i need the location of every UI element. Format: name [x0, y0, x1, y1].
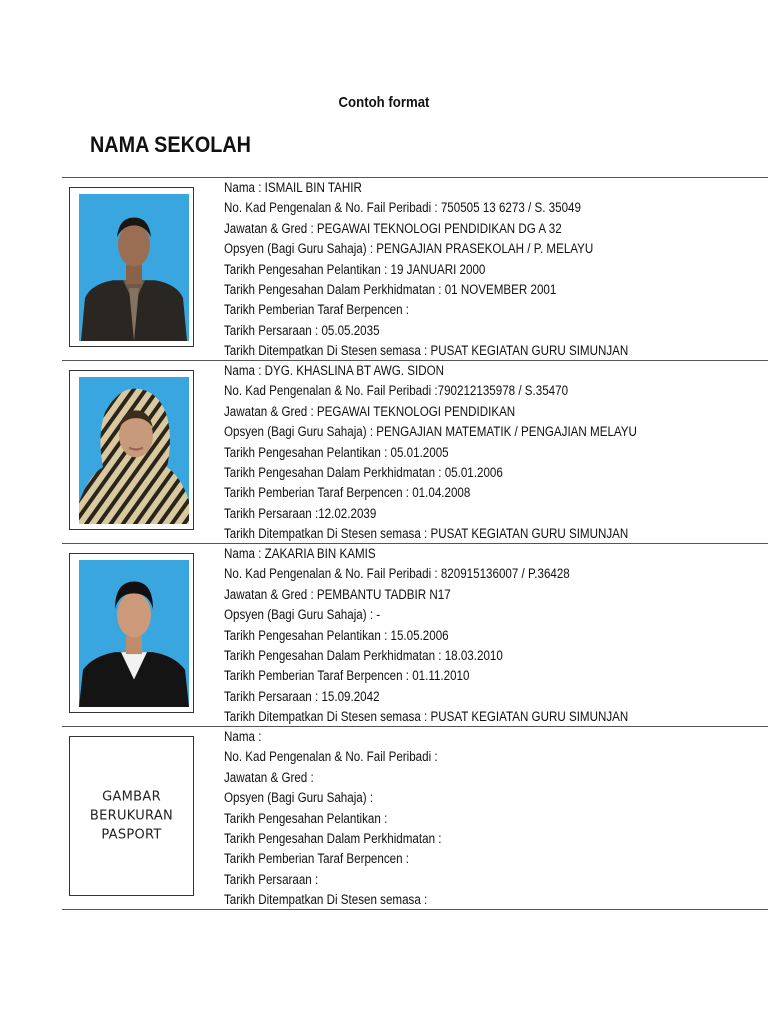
field-nama: Nama : ZAKARIA BIN KAMIS: [224, 546, 376, 561]
staff-photo-2: [79, 377, 189, 524]
field-nama: Nama : DYG. KHASLINA BT AWG. SIDON: [224, 363, 445, 378]
staff-record-blank: [62, 727, 768, 910]
photo-frame: [69, 370, 194, 530]
record-fields: [224, 361, 704, 545]
field-pengesahan-pelantikan: Tarikh Pengesahan Pelantikan : 05.01.2005: [224, 444, 449, 460]
portrait-woman-headscarf: [79, 377, 189, 524]
field-pengesahan-perkhidmatan: Tarikh Pengesahan Dalam Perkhidmatan : 18.03.2010: [224, 647, 503, 663]
field-kad-pengenalan: No. Kad Pengenalan & No. Fail Peribadi :790212135978 / S.35470: [224, 383, 569, 399]
field-stesen-semasa: Tarikh Ditempatkan Di Stesen semasa : PUSAT KEGIATAN GURU SIMUNJAN: [224, 343, 629, 359]
record-fields: [224, 544, 694, 728]
placeholder-line: PASPORT: [101, 827, 162, 843]
field-kad-pengenalan: No. Kad Pengenalan & No. Fail Peribadi : 750505 13 6273 / S. 35049: [224, 200, 581, 216]
field-nama: Nama :: [224, 729, 262, 744]
record-fields: [224, 178, 694, 362]
placeholder-line: BERUKURAN: [89, 808, 174, 824]
field-persaraan: Tarikh Persaraan :12.02.2039: [224, 505, 377, 521]
field-pengesahan-pelantikan: Tarikh Pengesahan Pelantikan : 15.05.2006: [224, 627, 449, 643]
field-pengesahan-pelantikan: Tarikh Pengesahan Pelantikan :: [224, 810, 388, 826]
portrait-man-dark-jacket: [79, 194, 189, 341]
photo-placeholder-frame: [69, 736, 194, 896]
field-stesen-semasa: Tarikh Ditempatkan Di Stesen semasa : PUSAT KEGIATAN GURU SIMUNJAN: [224, 526, 629, 542]
field-pengesahan-perkhidmatan: Tarikh Pengesahan Dalam Perkhidmatan :: [224, 830, 442, 846]
field-pengesahan-perkhidmatan: Tarikh Pengesahan Dalam Perkhidmatan : 01 NOVEMBER 2001: [224, 281, 557, 297]
field-persaraan: Tarikh Persaraan : 05.05.2035: [224, 322, 380, 338]
field-jawatan-gred: Jawatan & Gred :: [224, 769, 314, 785]
field-pengesahan-pelantikan: Tarikh Pengesahan Pelantikan : 19 JANUARI 2000: [224, 261, 486, 277]
field-opsyen: Opsyen (Bagi Guru Sahaja) : PENGAJIAN PRASEKOLAH / P. MELAYU: [224, 241, 594, 257]
photo-placeholder: [70, 788, 193, 845]
field-pengesahan-perkhidmatan: Tarikh Pengesahan Dalam Perkhidmatan : 05.01.2006: [224, 464, 503, 480]
field-jawatan-gred: Jawatan & Gred : PEGAWAI TEKNOLOGI PENDIDIKAN: [224, 403, 516, 419]
field-persaraan: Tarikh Persaraan :: [224, 871, 319, 887]
staff-photo-1: [79, 194, 189, 341]
field-persaraan: Tarikh Persaraan : 15.09.2042: [224, 688, 380, 704]
field-opsyen: Opsyen (Bagi Guru Sahaja) : -: [224, 607, 381, 623]
field-taraf-berpencen: Tarikh Pemberian Taraf Berpencen : 01.11.2010: [224, 668, 470, 684]
field-jawatan-gred: Jawatan & Gred : PEGAWAI TEKNOLOGI PENDIDIKAN DG A 32: [224, 220, 562, 236]
field-taraf-berpencen: Tarikh Pemberian Taraf Berpencen :: [224, 851, 410, 867]
photo-frame: [69, 553, 194, 713]
document-title: Contoh format: [338, 94, 430, 111]
staff-record: [62, 361, 768, 544]
field-nama: Nama : ISMAIL BIN TAHIR: [224, 180, 362, 195]
placeholder-line: GAMBAR: [102, 789, 161, 805]
portrait-man-black-jacket: [79, 560, 189, 707]
field-opsyen: Opsyen (Bagi Guru Sahaja) : PENGAJIAN MATEMATIK / PENGAJIAN MELAYU: [224, 424, 637, 440]
staff-record: [62, 178, 768, 361]
field-stesen-semasa: Tarikh Ditempatkan Di Stesen semasa : PUSAT KEGIATAN GURU SIMUNJAN: [224, 709, 629, 725]
field-taraf-berpencen: Tarikh Pemberian Taraf Berpencen : 01.04.2008: [224, 485, 471, 501]
field-opsyen: Opsyen (Bagi Guru Sahaja) :: [224, 790, 374, 806]
field-kad-pengenalan: No. Kad Pengenalan & No. Fail Peribadi :: [224, 749, 438, 765]
photo-frame: [69, 187, 194, 347]
staff-photo-3: [79, 560, 189, 707]
field-kad-pengenalan: No. Kad Pengenalan & No. Fail Peribadi : 820915136007 / P.36428: [224, 566, 570, 582]
staff-record: [62, 544, 768, 727]
field-stesen-semasa: Tarikh Ditempatkan Di Stesen semasa :: [224, 892, 428, 908]
field-jawatan-gred: Jawatan & Gred : PEMBANTU TADBIR N17: [224, 586, 451, 602]
school-name: NAMA SEKOLAH: [90, 132, 251, 157]
staff-records-table: [62, 177, 768, 910]
field-taraf-berpencen: Tarikh Pemberian Taraf Berpencen :: [224, 302, 410, 318]
record-fields: [224, 727, 477, 911]
